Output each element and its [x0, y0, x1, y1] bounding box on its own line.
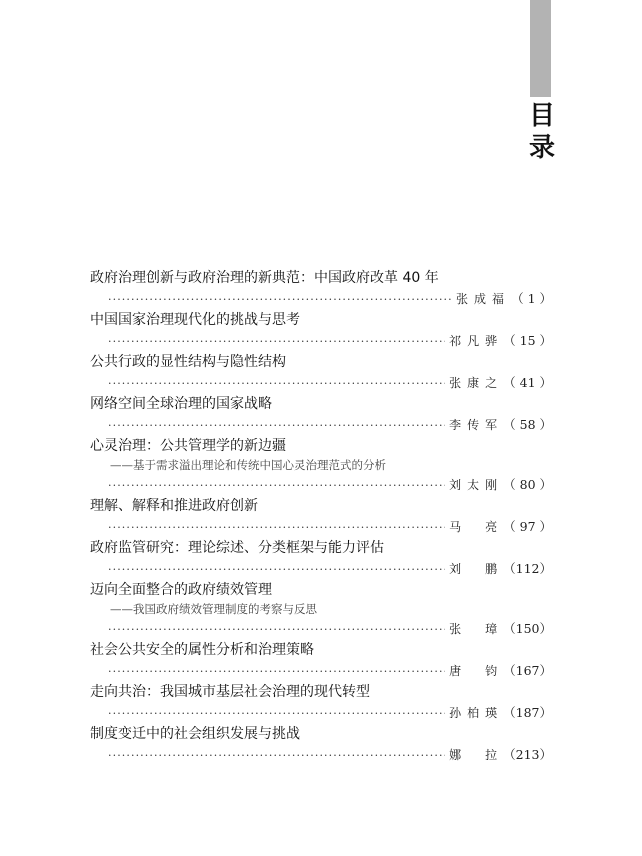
toc-entry[interactable] — [90, 436, 552, 496]
toc-entry[interactable] — [90, 640, 552, 682]
dot-leader — [90, 415, 445, 437]
entry-page: （ 1 ） — [511, 291, 552, 306]
entry-title: 公共行政的显性结构与隐性结构 — [90, 354, 286, 370]
entry-author: 祁凡骅 — [449, 334, 498, 348]
entry-author: 孙柏瑛 — [449, 706, 498, 720]
toc-heading — [527, 100, 557, 164]
dot-leader — [90, 331, 445, 353]
toc-entry[interactable] — [90, 310, 552, 352]
entry-page: （ 15 ） — [503, 333, 552, 348]
entry-title: 社会公共安全的属性分析和治理策略 — [90, 642, 314, 658]
entry-meta — [90, 330, 552, 352]
entry-page: （213） — [503, 747, 552, 762]
dot-leader — [90, 373, 445, 395]
toc-heading-char-1: 目 — [528, 101, 555, 131]
entry-title: 制度变迁中的社会组织发展与挑战 — [90, 726, 300, 742]
entry-meta — [90, 744, 552, 766]
entry-page: （112） — [503, 561, 552, 576]
toc-entry[interactable] — [90, 682, 552, 724]
entry-page: （150） — [503, 621, 552, 636]
entry-page: （ 58 ） — [503, 417, 552, 432]
toc-entry[interactable] — [90, 580, 552, 640]
entry-title: 中国国家治理现代化的挑战与思考 — [90, 312, 300, 328]
entry-author: 刘太刚 — [449, 478, 498, 492]
toc-entry[interactable] — [90, 394, 552, 436]
entry-meta — [90, 660, 552, 682]
entry-meta — [90, 618, 552, 640]
dot-leader — [90, 517, 445, 539]
chapter-tab-bar — [530, 0, 551, 97]
toc-list — [90, 268, 552, 766]
dot-leader — [90, 703, 445, 725]
toc-entry[interactable] — [90, 352, 552, 394]
entry-title: 理解、解释和推进政府创新 — [90, 498, 258, 514]
entry-subtitle: ——我国政府绩效管理制度的考察与反思 — [110, 602, 317, 616]
entry-title: 走向共治：我国城市基层社会治理的现代转型 — [90, 684, 370, 700]
entry-page: （167） — [503, 663, 552, 678]
dot-leader — [90, 619, 445, 641]
entry-page: （ 97 ） — [503, 519, 552, 534]
entry-page: （ 80 ） — [503, 477, 552, 492]
toc-entry[interactable] — [90, 724, 552, 766]
toc-entry[interactable] — [90, 268, 552, 310]
entry-author: 李传军 — [449, 418, 498, 432]
toc-entry[interactable] — [90, 496, 552, 538]
dot-leader — [90, 661, 445, 683]
entry-author: 张成福 — [456, 292, 504, 306]
entry-title: 政府治理创新与政府治理的新典范：中国政府改革 40 年 — [90, 270, 439, 286]
entry-page: （187） — [503, 705, 552, 720]
entry-author: 张康之 — [449, 376, 498, 390]
entry-subtitle: ——基于需求溢出理论和传统中国心灵治理范式的分析 — [110, 458, 386, 472]
entry-meta — [90, 288, 552, 310]
entry-meta — [90, 702, 552, 724]
entry-meta — [90, 474, 552, 496]
entry-author: 刘 鹏 — [449, 562, 498, 576]
dot-leader — [90, 475, 445, 497]
entry-author: 马 亮 — [449, 520, 498, 534]
entry-page: （ 41 ） — [503, 375, 552, 390]
entry-meta — [90, 372, 552, 394]
entry-meta — [90, 558, 552, 580]
entry-title: 迈向全面整合的政府绩效管理 — [90, 582, 272, 598]
dot-leader — [90, 559, 445, 581]
dot-leader — [90, 289, 452, 311]
entry-title: 心灵治理：公共管理学的新边疆 — [90, 438, 286, 454]
entry-author: 张 璋 — [449, 622, 498, 636]
toc-heading-char-2: 录 — [528, 133, 555, 163]
entry-author: 唐 钧 — [449, 664, 498, 678]
entry-meta — [90, 414, 552, 436]
entry-meta — [90, 516, 552, 538]
toc-entry[interactable] — [90, 538, 552, 580]
entry-title: 网络空间全球治理的国家战略 — [90, 396, 272, 412]
entry-title: 政府监管研究：理论综述、分类框架与能力评估 — [90, 540, 384, 556]
dot-leader — [90, 745, 445, 767]
entry-author: 娜 拉 — [449, 748, 498, 762]
